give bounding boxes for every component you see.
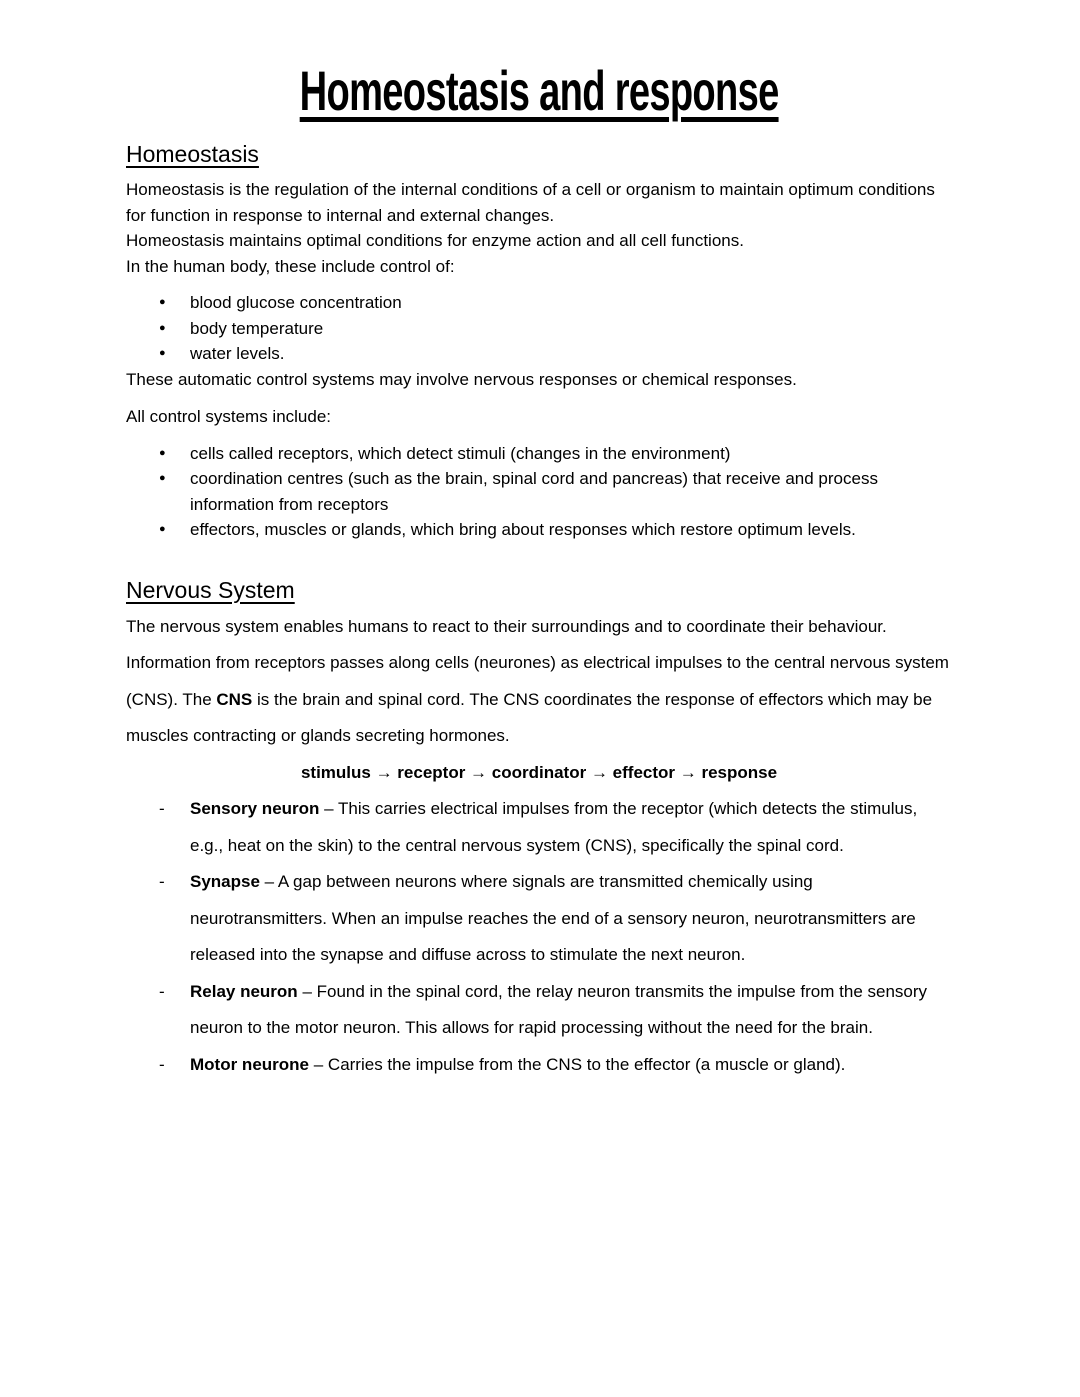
list-item: ● body temperature — [126, 316, 952, 342]
definition-text: – This carries electrical impulses from the receptor (which detects the stimulus, e.g., heat on the skin) to the central nervous system (CNS), specifically the spinal cord. — [190, 799, 918, 855]
paragraph: All control systems include: — [126, 407, 332, 426]
list-item — [126, 974, 952, 1047]
document-title — [126, 58, 952, 123]
list-item: ● blood glucose concentration — [126, 290, 952, 316]
document-title-text: Homeostasis and response — [299, 59, 779, 122]
definition-text: – A gap between neurons where signals are transmitted chemically using neurotransmitters. When an impulse reaches the end of a sensory neuron, neurotransmitters are released into the synapse and diffuse across to stimulate the next neuron. — [190, 872, 916, 964]
definition-text: – Found in the spinal cord, the relay neuron transmits the impulse from the sensory neuron to the motor neuron. This allows for rapid processing without the need for the brain. — [190, 981, 928, 1037]
paragraph: In the human body, these include control of: — [126, 256, 455, 276]
bold-term: Motor neurone — [190, 1054, 309, 1074]
list-item: ● cells called receptors, which detect stimuli (changes in the environment) — [126, 441, 952, 467]
control-systems-list — [126, 441, 952, 543]
control-of-list — [126, 290, 952, 367]
section-homeostasis — [126, 139, 952, 543]
list-item: ● effectors, muscles or glands, which bring about responses which restore optimum levels. — [126, 517, 952, 543]
bold-term: Relay neuron — [190, 981, 298, 1001]
paragraph: The nervous system enables humans to react to their surroundings and to coordinate their behaviour. — [126, 616, 887, 636]
neuron-definitions-list — [126, 791, 952, 1083]
nervous-system-heading: Nervous System — [126, 576, 295, 603]
stimulus-response-pathway: stimulus → receptor → coordinator → effector → response — [300, 762, 778, 782]
bold-term: CNS — [216, 689, 253, 709]
paragraph — [126, 645, 952, 755]
list-item — [126, 864, 952, 974]
definition-text: – Carries the impulse from the CNS to the effector (a muscle or gland). — [313, 1054, 846, 1074]
list-item — [126, 791, 952, 864]
homeostasis-heading: Homeostasis — [126, 141, 259, 167]
paragraph-text: is the brain and spinal cord. The CNS coordinates the response of effectors which may be muscles contracting or glands secreting hormones. — [126, 689, 933, 745]
paragraph: These automatic control systems may involve nervous responses or chemical responses. — [126, 369, 797, 389]
list-item: ● water levels. — [126, 341, 952, 367]
bold-term: Sensory neuron — [190, 799, 320, 818]
paragraph: Homeostasis maintains optimal conditions for enzyme action and all cell functions. — [126, 231, 744, 250]
list-item — [126, 1047, 952, 1084]
paragraph-text: Information from receptors passes along cells (neurones) as electrical impulses to the central nervous system (CNS). The — [126, 653, 949, 709]
section-nervous-system — [126, 575, 952, 1084]
list-item: ● coordination centres (such as the brain, spinal cord and pancreas) that receive and process information from receptors — [126, 466, 952, 517]
paragraph: Homeostasis is the regulation of the internal conditions of a cell or organism to maintain optimum conditions for function in response to internal and external changes. — [126, 180, 935, 225]
bold-term: Synapse — [190, 872, 260, 891]
